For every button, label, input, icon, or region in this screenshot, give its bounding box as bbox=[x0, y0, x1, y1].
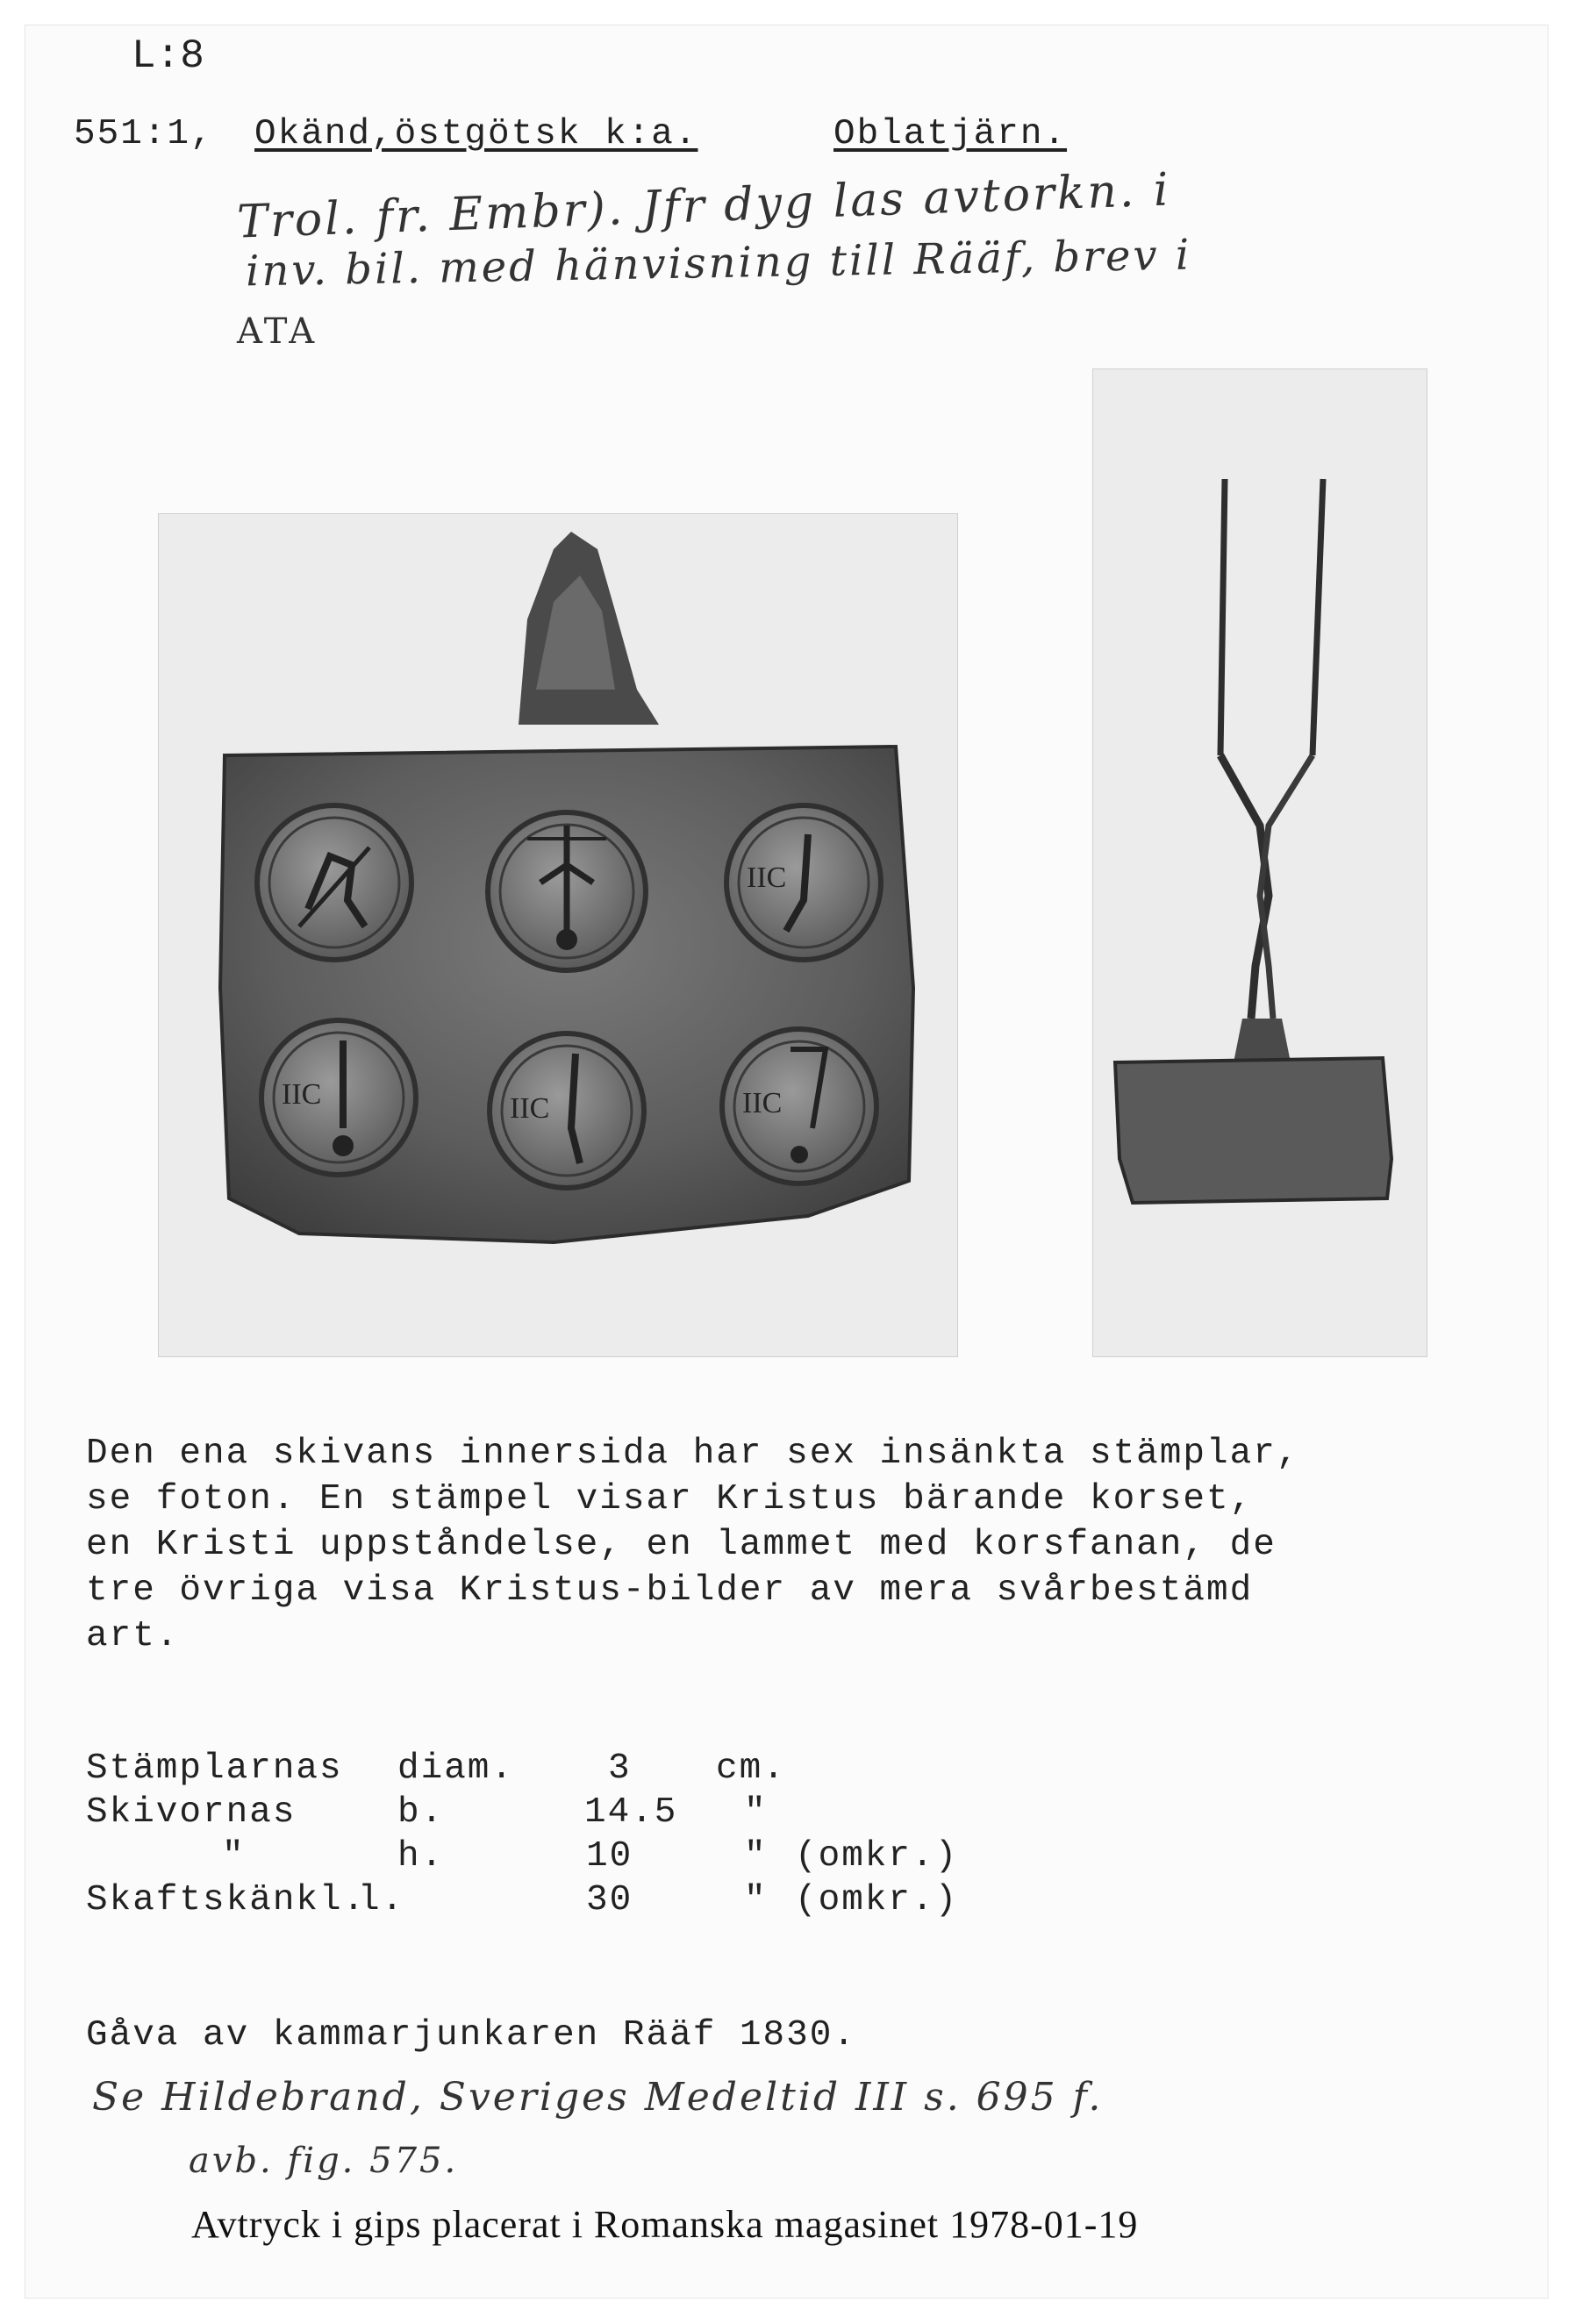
wafer-plate-image bbox=[159, 514, 957, 1356]
reference-line-2: avb. fig. 575. bbox=[189, 2141, 459, 2181]
dimension-value: 14.5 bbox=[584, 1792, 678, 1833]
photo-wafer-plate bbox=[158, 513, 958, 1357]
stamp-5 bbox=[490, 1033, 644, 1188]
header-number: 551:1, bbox=[74, 114, 214, 154]
dimension-label: Skivornas bbox=[86, 1792, 297, 1833]
dimension-type: l. bbox=[358, 1880, 405, 1920]
description-line-1: Den ena skivans innersida har sex insänkta stämplar, bbox=[86, 1434, 1300, 1474]
header-object: Oblatjärn. bbox=[833, 114, 1068, 154]
description-line-2: se foton. En stämpel visar Kristus bärande korset, bbox=[86, 1479, 1254, 1520]
dimension-value: 3 bbox=[608, 1748, 632, 1789]
stamp-6 bbox=[722, 1029, 876, 1183]
donation-note: Gåva av kammarjunkaren Rääf 1830. bbox=[86, 2015, 856, 2056]
description-line-4: tre övriga visa Kristus-bilder av mera svårbestämd bbox=[86, 1570, 1254, 1611]
handwritten-note-1: Trol. fr. Embr). Jfr dyg las avtorkn. i bbox=[236, 163, 1172, 249]
dimension-note: (omkr.) bbox=[795, 1836, 959, 1877]
dimension-type: b. bbox=[397, 1792, 445, 1833]
header-church: Okänd,östgötsk k:a. bbox=[254, 114, 698, 154]
dimension-label: Skaftskänkl. bbox=[86, 1880, 367, 1920]
dimension-type: h. bbox=[397, 1836, 445, 1877]
footer-note: Avtryck i gips placerat i Romanska magasinet 1978-01-19 bbox=[191, 2203, 1139, 2246]
dimension-note: (omkr.) bbox=[795, 1880, 959, 1920]
handwritten-note-3: ATA bbox=[237, 311, 318, 352]
dimension-value: 30 bbox=[586, 1880, 633, 1920]
catalog-ref: L:8 bbox=[132, 33, 204, 79]
dimension-unit: " bbox=[744, 1836, 768, 1877]
dimension-type: diam. bbox=[397, 1748, 515, 1789]
dimension-value: 10 bbox=[586, 1836, 633, 1877]
stamp-3 bbox=[726, 805, 881, 960]
stamp-6-inscription: IIC bbox=[742, 1087, 783, 1119]
description-line-3: en Kristi uppståndelse, en lammet med korsfanan, de bbox=[86, 1525, 1277, 1565]
photo-wafer-iron bbox=[1092, 368, 1427, 1357]
wafer-iron-image bbox=[1093, 369, 1427, 1356]
description-line-5: art. bbox=[86, 1616, 180, 1656]
dimension-unit: cm. bbox=[716, 1748, 786, 1789]
dimension-label: " bbox=[222, 1836, 246, 1877]
stamp-2 bbox=[488, 812, 646, 970]
stamp-5-inscription: IIC bbox=[510, 1092, 550, 1125]
dimension-label: Stämplarnas bbox=[86, 1748, 343, 1789]
stamp-4-inscription: IIC bbox=[282, 1078, 322, 1111]
reference-line-1: Se Hildebrand, Sveriges Medeltid III s. 695 f. bbox=[92, 2075, 1104, 2120]
dimension-unit: " bbox=[744, 1792, 768, 1833]
stamp-4 bbox=[261, 1020, 416, 1175]
stamp-1 bbox=[257, 805, 411, 960]
handwritten-note-2: inv. bil. med hänvisning till Rääf, brev i bbox=[245, 230, 1192, 297]
stamp-3-inscription: IIC bbox=[747, 862, 787, 894]
dimension-unit: " bbox=[744, 1880, 768, 1920]
